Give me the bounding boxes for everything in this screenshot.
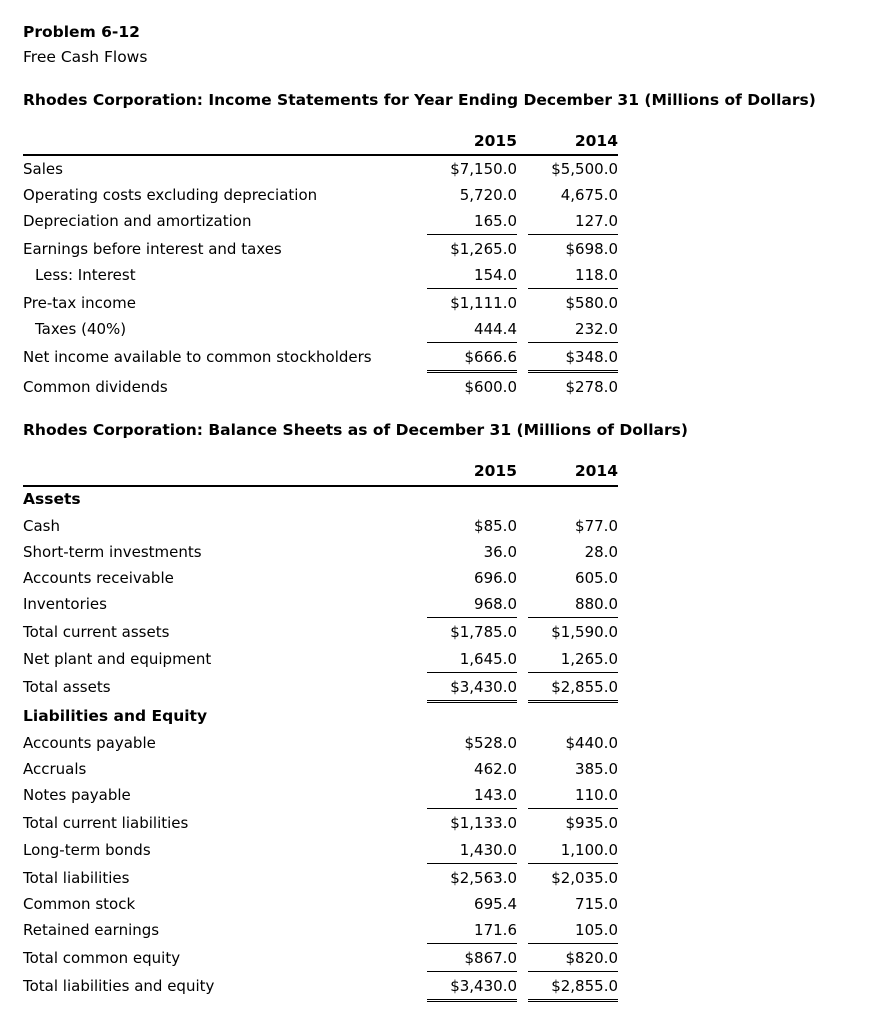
- bs-row-value-2015: $867.0: [464, 949, 517, 967]
- bs-row-value-2015: 462.0: [474, 760, 517, 778]
- bs-row-label: Cash: [23, 517, 60, 535]
- total-double-rule: [528, 370, 618, 373]
- subtotal-rule: [528, 288, 618, 289]
- subtotal-rule: [528, 234, 618, 235]
- is-row-value-2014: $278.0: [565, 378, 618, 396]
- is-row-label: Sales: [23, 160, 63, 178]
- bs-row-value-2015: $85.0: [474, 517, 517, 535]
- is-row-label: Earnings before interest and taxes: [23, 240, 282, 258]
- bs-row-value-2015: 968.0: [474, 595, 517, 613]
- bs-row-label: Total current liabilities: [23, 814, 189, 832]
- is-row-value-2014: $5,500.0: [551, 160, 618, 178]
- subtotal-rule: [528, 672, 618, 673]
- subtotal-rule: [528, 971, 618, 972]
- bs-row-value-2014: $2,855.0: [551, 977, 618, 995]
- bs-row-value-2015: 171.6: [474, 921, 517, 939]
- bs-row-value-2015: 143.0: [474, 786, 517, 804]
- bs-row-value-2014: 28.0: [584, 543, 618, 561]
- bs-row-label: Notes payable: [23, 786, 131, 804]
- bs-row-value-2015: $2,563.0: [450, 869, 517, 887]
- bs-year-2014-header: 2014: [574, 462, 618, 480]
- subtotal-rule: [427, 288, 517, 289]
- bs-row-value-2014: $2,035.0: [551, 869, 618, 887]
- bs-row-value-2015: $3,430.0: [450, 977, 517, 995]
- bs-row-value-2014: $77.0: [575, 517, 618, 535]
- bs-row-value-2015: 696.0: [474, 569, 517, 587]
- bs-row-value-2014: 385.0: [575, 760, 618, 778]
- subtotal-rule: [427, 617, 517, 618]
- problem-title: Problem 6-12: [23, 23, 140, 41]
- problem-subtitle: Free Cash Flows: [23, 48, 148, 66]
- bs-row-value-2014: $2,855.0: [551, 678, 618, 696]
- subtotal-rule: [528, 342, 618, 343]
- is-row-label: Pre-tax income: [23, 294, 136, 312]
- income-statement-title: Rhodes Corporation: Income Statements for Year Ending December 31 (Millions of Dollars): [23, 91, 816, 109]
- bs-row-label: Common stock: [23, 895, 136, 913]
- is-row-value-2015: 154.0: [474, 266, 517, 284]
- is-row-label: Taxes (40%): [35, 320, 127, 338]
- subtotal-rule: [427, 342, 517, 343]
- bs-row-value-2015: $1,133.0: [450, 814, 517, 832]
- is-row-value-2015: $666.6: [464, 348, 517, 366]
- balance-sheet-title: Rhodes Corporation: Balance Sheets as of December 31 (Millions of Dollars): [23, 421, 688, 439]
- is-row-value-2014: $698.0: [565, 240, 618, 258]
- bs-row-label: Retained earnings: [23, 921, 160, 939]
- bs-row-value-2015: 1,645.0: [459, 650, 517, 668]
- is-row-label: Operating costs excluding depreciation: [23, 186, 318, 204]
- bs-row-value-2014: $440.0: [565, 734, 618, 752]
- bs-row-value-2014: $935.0: [565, 814, 618, 832]
- bs-row-value-2014: 1,100.0: [560, 841, 618, 859]
- bs-row-label: Accruals: [23, 760, 87, 778]
- bs-row-label: Inventories: [23, 595, 107, 613]
- is-row-value-2015: $1,111.0: [450, 294, 517, 312]
- subtotal-rule: [427, 234, 517, 235]
- bs-row-value-2015: 1,430.0: [459, 841, 517, 859]
- bs-row-value-2014: 715.0: [575, 895, 618, 913]
- bs-row-value-2014: $820.0: [565, 949, 618, 967]
- subtotal-rule: [528, 617, 618, 618]
- bs-row-label: Accounts receivable: [23, 569, 174, 587]
- bs-row-value-2015: $528.0: [464, 734, 517, 752]
- bs-row-label: Total common equity: [23, 949, 181, 967]
- is-row-label: Depreciation and amortization: [23, 212, 252, 230]
- bs-row-value-2014: 605.0: [575, 569, 618, 587]
- bs-row-label: Net plant and equipment: [23, 650, 212, 668]
- bs-row-value-2014: 110.0: [575, 786, 618, 804]
- bs-row-value-2015: 36.0: [483, 543, 517, 561]
- is-year-2014-header: 2014: [574, 132, 618, 150]
- is-row-value-2015: 444.4: [474, 320, 517, 338]
- is-header-rule: [23, 154, 618, 156]
- total-double-rule: [528, 700, 618, 703]
- subtotal-rule: [427, 808, 517, 809]
- subtotal-rule: [427, 943, 517, 944]
- subtotal-rule: [427, 863, 517, 864]
- bs-row-value-2014: 880.0: [575, 595, 618, 613]
- subtotal-rule: [528, 943, 618, 944]
- is-row-value-2014: 232.0: [575, 320, 618, 338]
- bs-row-label: Total liabilities and equity: [23, 977, 215, 995]
- is-row-value-2015: $7,150.0: [450, 160, 517, 178]
- is-row-value-2014: 4,675.0: [560, 186, 618, 204]
- is-row-value-2015: 165.0: [474, 212, 517, 230]
- bs-row-value-2014: $1,590.0: [551, 623, 618, 641]
- subtotal-rule: [427, 971, 517, 972]
- is-row-value-2014: 118.0: [575, 266, 618, 284]
- total-double-rule: [427, 700, 517, 703]
- is-row-label: Common dividends: [23, 378, 168, 396]
- total-double-rule: [427, 370, 517, 373]
- liabilities-equity-heading: Liabilities and Equity: [23, 707, 208, 725]
- bs-row-label: Short-term investments: [23, 543, 202, 561]
- bs-header-rule: [23, 485, 618, 487]
- total-double-rule: [427, 999, 517, 1002]
- subtotal-rule: [528, 808, 618, 809]
- bs-row-value-2015: $1,785.0: [450, 623, 517, 641]
- subtotal-rule: [528, 863, 618, 864]
- assets-heading: Assets: [23, 490, 81, 508]
- bs-row-value-2014: 105.0: [575, 921, 618, 939]
- bs-row-value-2014: 1,265.0: [560, 650, 618, 668]
- is-row-label: Less: Interest: [35, 266, 136, 284]
- bs-year-2015-header: 2015: [473, 462, 517, 480]
- total-double-rule: [528, 999, 618, 1002]
- is-row-value-2015: $1,265.0: [450, 240, 517, 258]
- is-row-value-2015: $600.0: [464, 378, 517, 396]
- bs-row-label: Accounts payable: [23, 734, 156, 752]
- is-row-value-2014: $580.0: [565, 294, 618, 312]
- bs-row-value-2015: 695.4: [474, 895, 517, 913]
- bs-row-value-2015: $3,430.0: [450, 678, 517, 696]
- bs-row-label: Total assets: [23, 678, 111, 696]
- bs-row-label: Long-term bonds: [23, 841, 151, 859]
- is-row-value-2014: $348.0: [565, 348, 618, 366]
- is-row-value-2014: 127.0: [575, 212, 618, 230]
- is-row-label: Net income available to common stockholders: [23, 348, 372, 366]
- is-year-2015-header: 2015: [473, 132, 517, 150]
- bs-row-label: Total liabilities: [23, 869, 130, 887]
- subtotal-rule: [427, 672, 517, 673]
- is-row-value-2015: 5,720.0: [459, 186, 517, 204]
- bs-row-label: Total current assets: [23, 623, 170, 641]
